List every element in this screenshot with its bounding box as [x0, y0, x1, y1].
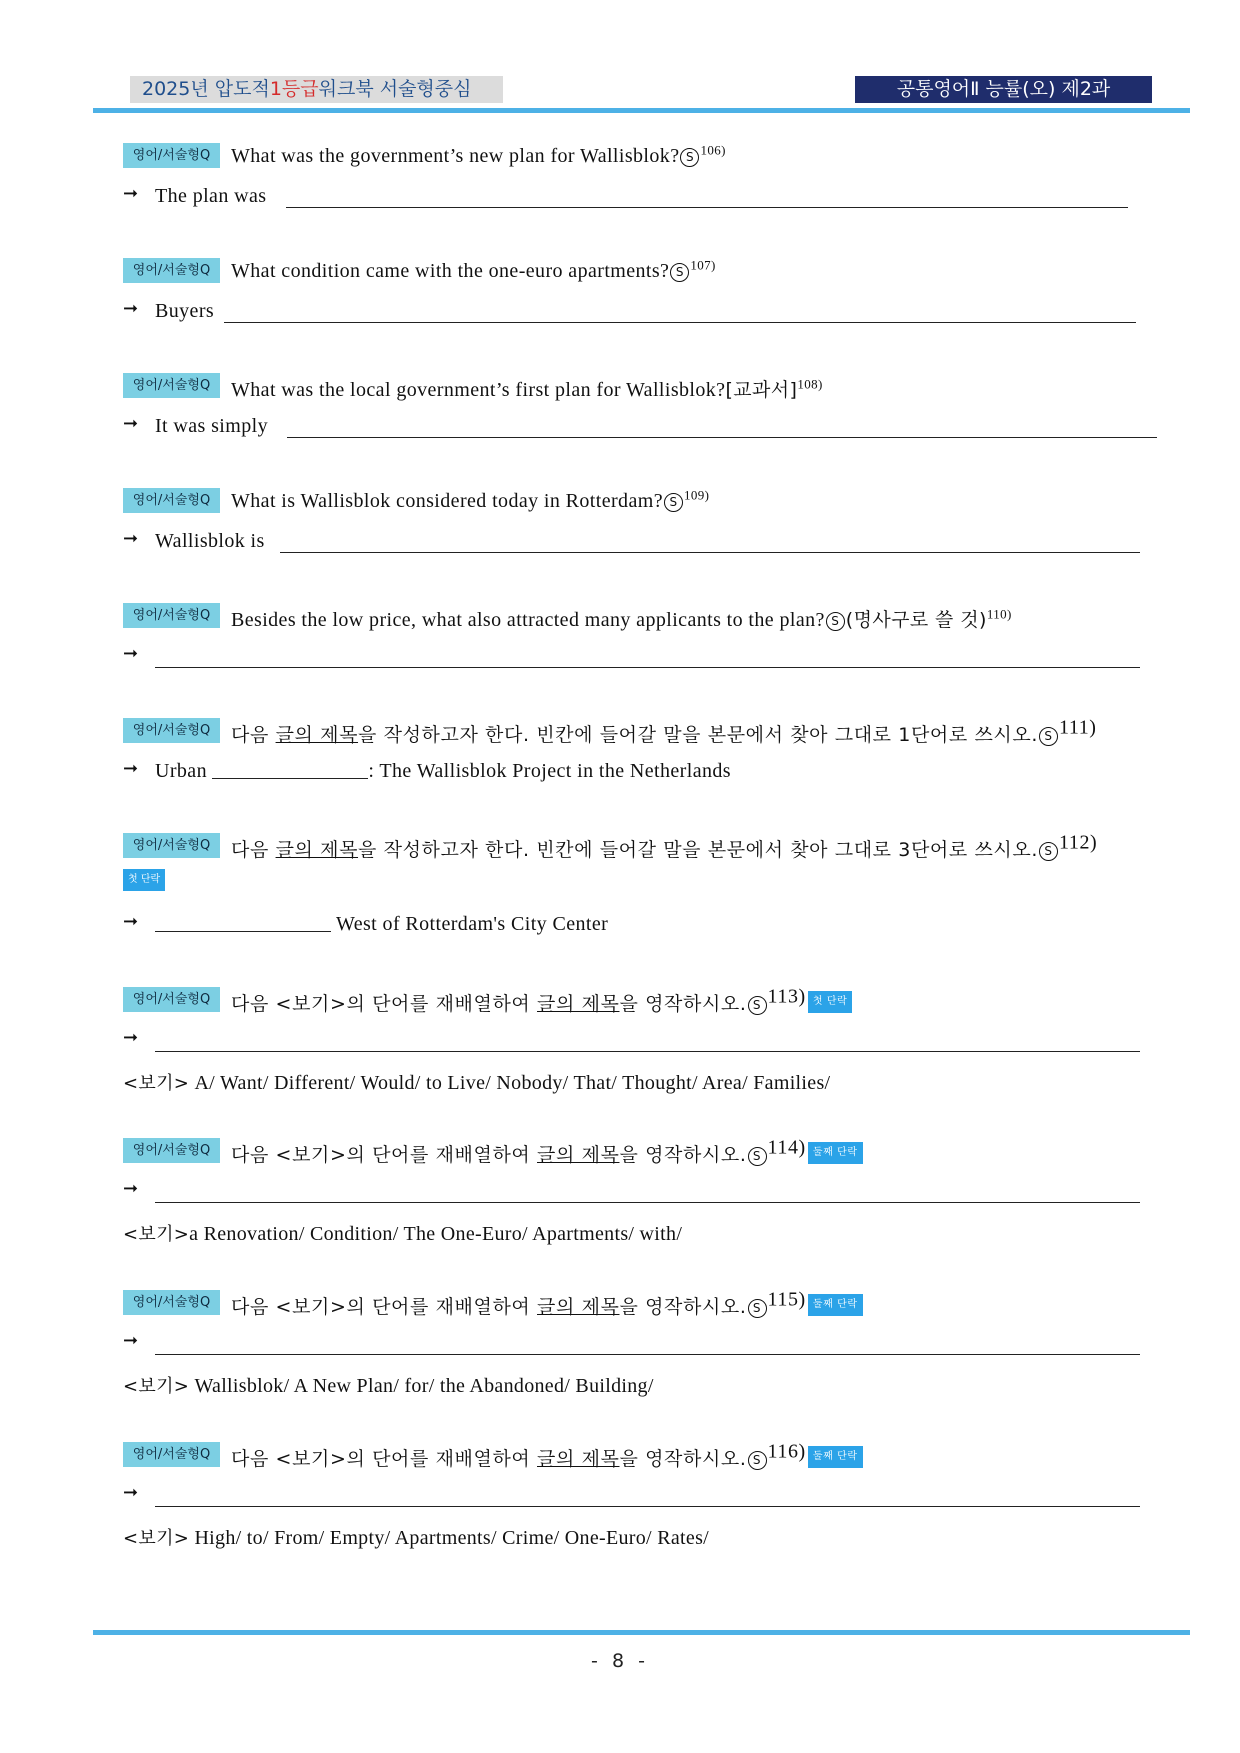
answer-line: ➞ Urban : The Wallisblok Project in the Netherlands: [123, 758, 731, 782]
question-block: [123, 488, 1163, 556]
question-badge: 영어/서술형Q: [123, 603, 220, 628]
arrow-icon: ➞: [123, 758, 139, 779]
question-badge: 영어/서술형Q: [123, 1138, 220, 1163]
question-text: What condition came with the one-euro apartments? S $^{107)}$: [231, 257, 716, 282]
answer-blank[interactable]: [155, 667, 1140, 668]
question-badge: 영어/서술형Q: [123, 718, 220, 743]
question-badge: 영어/서술형Q: [123, 833, 220, 858]
s-circle-icon: S: [680, 148, 699, 167]
answer-blank[interactable]: [280, 552, 1140, 553]
section-tag: 둘째 단락: [808, 1142, 863, 1164]
question-text: Besides the low price, what also attracted many applicants to the plan? S (명사구로 쓸 것)$^{110)}$: [231, 606, 1012, 631]
word-box: <보기> Wallisblok/ A New Plan/ for/ the Abandoned/ Building/: [123, 1375, 654, 1397]
answer-blank[interactable]: [155, 1202, 1140, 1203]
header-divider: [93, 108, 1190, 113]
answer-blank[interactable]: [155, 1506, 1140, 1507]
section-tag: 둘째 단락: [808, 1446, 863, 1468]
section-tag: 둘째 단락: [808, 1294, 863, 1316]
question-block: [123, 1290, 1163, 1398]
answer-blank[interactable]: [155, 913, 331, 932]
arrow-icon: ➞: [123, 298, 139, 319]
s-circle-icon: S: [748, 1299, 767, 1318]
answer-line: [123, 1176, 1163, 1206]
page-number: - 8 -: [591, 1650, 649, 1672]
footer-divider: [93, 1630, 1190, 1635]
word-box: <보기> High/ to/ From/ Empty/ Apartments/ Crime/ One-Euro/ Rates/: [123, 1527, 710, 1549]
arrow-icon: ➞: [123, 1330, 139, 1351]
s-circle-icon: S: [748, 996, 767, 1015]
section-tag: 첫 단락: [123, 869, 165, 891]
question-block: [123, 1138, 1163, 1246]
question-badge: 영어/서술형Q: [123, 488, 220, 513]
question-badge: 영어/서술형Q: [123, 1442, 220, 1467]
question-badge: 영어/서술형Q: [123, 143, 220, 168]
word-box: <보기> A/ Want/ Different/ Would/ to Live/ Nobody/ That/ Thought/ Area/ Families/: [123, 1072, 831, 1094]
question-block: [123, 373, 1163, 441]
workbook-title: 2025년 압도적1등급워크북 서술형중심: [130, 76, 503, 103]
answer-line: ➞ It was simply: [123, 411, 1163, 441]
question-block: [123, 718, 1163, 786]
answer-line: ➞ The plan was: [123, 181, 1163, 211]
answer-line: [123, 1025, 1163, 1055]
question-block: [123, 1442, 1163, 1550]
arrow-icon: ➞: [123, 643, 139, 664]
word-box: <보기>a Renovation/ Condition/ The One-Euro/ Apartments/ with/: [123, 1223, 683, 1245]
arrow-icon: ➞: [123, 1482, 139, 1503]
question-block: [123, 603, 1163, 671]
s-circle-icon: S: [748, 1451, 767, 1470]
s-circle-icon: S: [664, 493, 683, 512]
question-badge: 영어/서술형Q: [123, 258, 220, 283]
answer-blank[interactable]: [287, 437, 1157, 438]
question-block: [123, 987, 1163, 1095]
question-text: 다음 <보기>의 단어를 재배열하여 글의 제목을 영작하시오. S 114) 둘째 단락: [231, 1140, 863, 1167]
question-badge: 영어/서술형Q: [123, 1290, 220, 1315]
question-badge: 영어/서술형Q: [123, 373, 220, 398]
arrow-icon: ➞: [123, 528, 139, 549]
question-block: [123, 833, 1163, 939]
question-block: [123, 258, 1163, 326]
arrow-icon: ➞: [123, 1027, 139, 1048]
question-badge: 영어/서술형Q: [123, 987, 220, 1012]
answer-blank[interactable]: [212, 760, 368, 779]
s-circle-icon: S: [748, 1147, 767, 1166]
s-circle-icon: S: [670, 263, 689, 282]
arrow-icon: ➞: [123, 1178, 139, 1199]
answer-blank[interactable]: [286, 207, 1128, 208]
answer-line: ➞ Buyers: [123, 296, 1163, 326]
question-text: 다음 <보기>의 단어를 재배열하여 글의 제목을 영작하시오. S 116) 둘째 단락: [231, 1444, 863, 1471]
answer-blank[interactable]: [155, 1354, 1140, 1355]
question-text: 다음 <보기>의 단어를 재배열하여 글의 제목을 영작하시오. S 115) 둘째 단락: [231, 1292, 863, 1319]
s-circle-icon: S: [1039, 842, 1058, 861]
arrow-icon: ➞: [123, 413, 139, 434]
s-circle-icon: S: [826, 612, 845, 631]
answer-line: [123, 1480, 1163, 1510]
lesson-title: 공통영어Ⅱ 능률(오) 제2과: [855, 76, 1152, 103]
question-text: What was the government’s new plan for Wallisblok? S $^{106)}$: [231, 142, 726, 167]
question-block: [123, 143, 1163, 211]
question-text: What was the local government’s first plan for Wallisblok?[교과서]$^{108)}$: [231, 376, 823, 401]
arrow-icon: ➞: [123, 183, 139, 204]
answer-line: ➞ West of Rotterdam's City Center: [123, 911, 609, 935]
question-text: 다음 <보기>의 단어를 재배열하여 글의 제목을 영작하시오. S 113) 첫 단락: [231, 989, 852, 1016]
arrow-icon: ➞: [123, 911, 139, 932]
question-text: What is Wallisblok considered today in Rotterdam? S $^{109)}$: [231, 487, 710, 512]
answer-blank[interactable]: [224, 322, 1136, 323]
question-text: 다음 글의 제목을 작성하고자 한다. 빈칸에 들어갈 말을 본문에서 찾아 그대로 1단어로 쓰시오. S 111): [231, 716, 1097, 746]
answer-line: [123, 641, 1163, 671]
question-text: 다음 글의 제목을 작성하고자 한다. 빈칸에 들어갈 말을 본문에서 찾아 그대로 3단어로 쓰시오. S 112): [231, 831, 1098, 861]
answer-line: [123, 1328, 1163, 1358]
answer-line: ➞ Wallisblok is: [123, 526, 1163, 556]
section-tag: 첫 단락: [808, 991, 853, 1013]
answer-blank[interactable]: [155, 1051, 1140, 1052]
s-circle-icon: S: [1039, 727, 1058, 746]
